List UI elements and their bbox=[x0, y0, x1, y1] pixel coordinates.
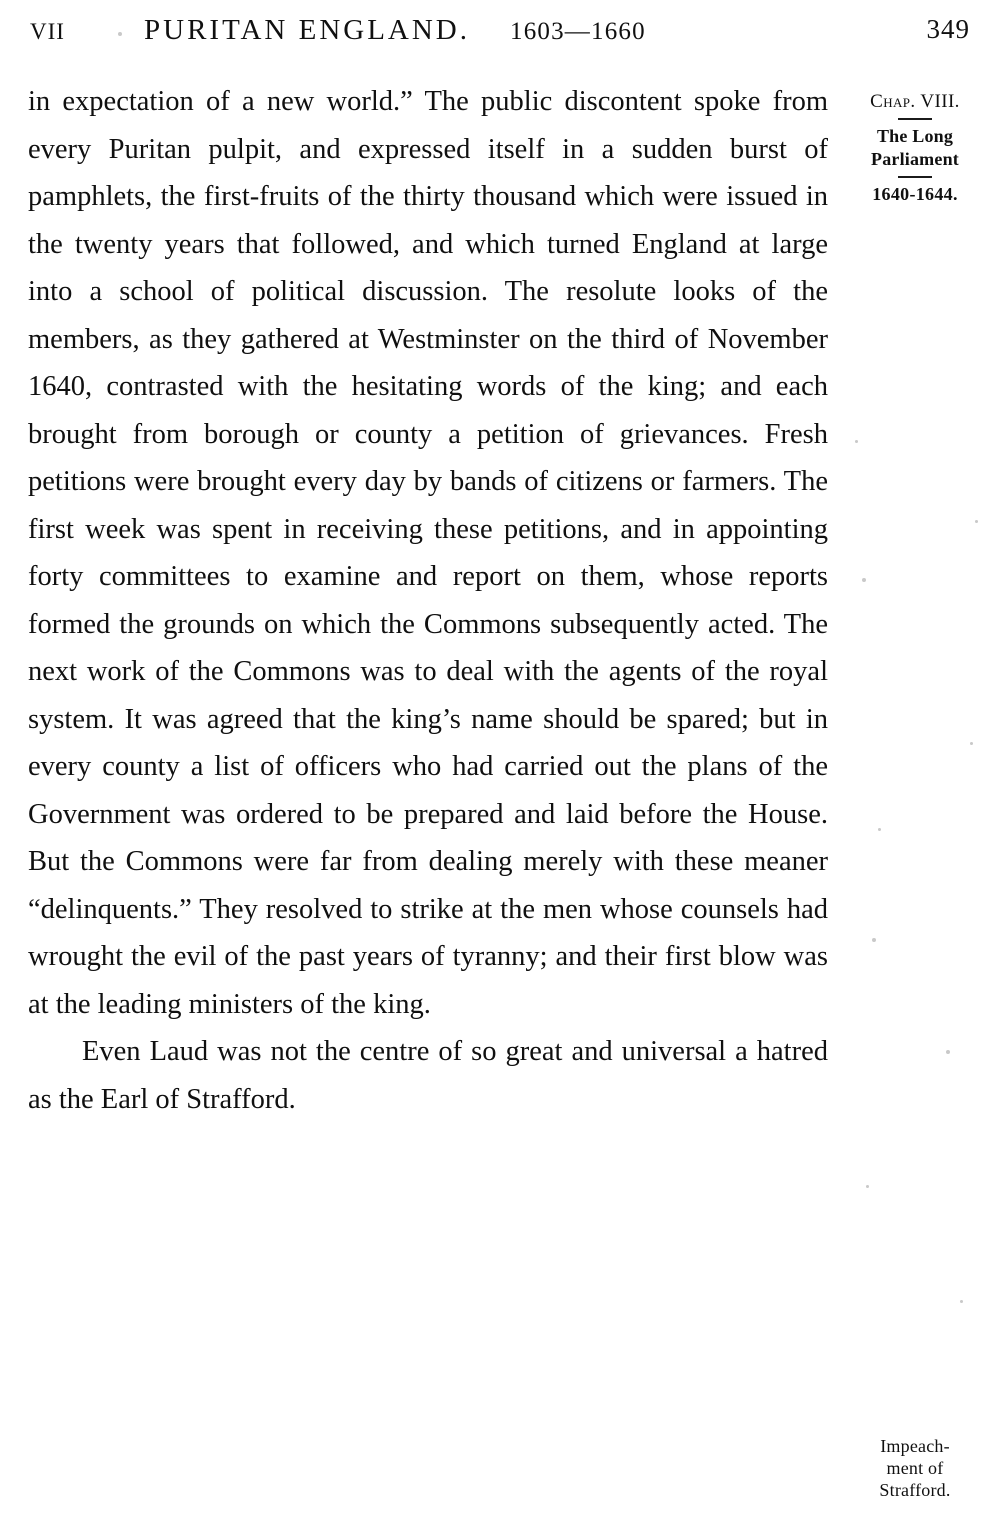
running-head bbox=[30, 14, 860, 54]
paragraph-strafford: Even Laud was not the centre of so great and universal a hatred as the Earl of Strafford. bbox=[28, 1036, 828, 1115]
body-text-column bbox=[28, 78, 828, 1123]
margin-note-years: 1640-1644. bbox=[872, 184, 958, 204]
margin-note-2-line-1: Impeach- bbox=[880, 1436, 950, 1456]
margin-note-long-parliament bbox=[845, 90, 985, 206]
scan-speck bbox=[872, 938, 876, 942]
running-head-date-range: 1603—1660 bbox=[510, 18, 646, 45]
page-number: 349 bbox=[926, 14, 970, 44]
margin-note-title-line-1: The Long bbox=[876, 126, 954, 146]
running-head-chapter-number: VII bbox=[30, 19, 65, 44]
running-head-title: PURITAN ENGLAND. bbox=[144, 14, 470, 46]
margin-note-chapter-label: Chap. VIII. bbox=[870, 91, 960, 112]
scan-speck bbox=[946, 1050, 950, 1054]
scan-speck bbox=[855, 440, 858, 443]
paragraph-continuation: in expectation of a new world.” The public discontent spoke from every Puritan pulpit, and expressed itself in a sudden burst of pamphlets, the first-fruits of the thirty thousand which were issued in the twenty years that followed, and which turned England at large into a school of political discussion. The resolute looks of the members, as they gathered at Westminster on the third of November 1640, contrasted with the hesitating words of the king; and each brought from borough or county a petition of grievances. Fresh petitions were brought every day by bands of citizens or farmers. The first week was spent in receiving these petitions, and in appointing forty committees to examine and report on them, whose reports formed the grounds on which the Commons subsequently acted. The next work of the Commons was to deal with the agents of the royal system. It was agreed that the king’s name should be spared; but in every county a list of officers who had carried out the plans of the Government was ordered to be prepared and laid before the House. But the Commons were far from dealing merely with these meaner “delinquents.” They resolved to strike at the men whose counsels had wrought the evil of the past years of tyranny; and their first blow was at the leading ministers of the king. bbox=[28, 86, 828, 1020]
margin-note-rule-bottom bbox=[898, 176, 932, 178]
margin-note-title-line-2: Parliament bbox=[871, 149, 959, 169]
scan-speck bbox=[118, 32, 122, 36]
scan-speck bbox=[970, 742, 973, 745]
margin-note-rule-top bbox=[898, 118, 932, 120]
margin-note-2-line-3: Strafford. bbox=[879, 1480, 951, 1500]
margin-note-2-line-2: ment of bbox=[886, 1458, 944, 1478]
margin-note-impeachment bbox=[845, 1435, 985, 1501]
scan-speck bbox=[866, 1185, 869, 1188]
scan-speck bbox=[862, 578, 866, 582]
scan-speck bbox=[975, 520, 978, 523]
scan-speck bbox=[878, 828, 881, 831]
scan-speck bbox=[960, 1300, 963, 1303]
